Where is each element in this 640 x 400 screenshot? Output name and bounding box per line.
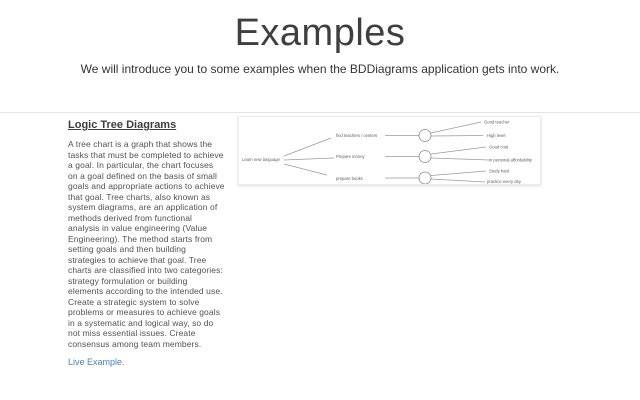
diagram-leaf-label: Study hard: [489, 168, 510, 174]
connector-line: [431, 179, 485, 182]
node-circles: [419, 130, 431, 185]
connector-line: [431, 158, 489, 160]
section-heading: Logic Tree Diagrams: [68, 119, 177, 131]
connector-line: [431, 147, 486, 154]
diagram-leaf-label: Good teacher: [484, 119, 510, 125]
diagram-leaf-label: Good cost: [489, 144, 509, 150]
connector-lines: [284, 122, 489, 182]
connector-line: [431, 171, 486, 176]
connector-line: [431, 136, 483, 137]
connector-line: [284, 164, 327, 175]
diagram-leaf-label: High level: [487, 133, 506, 138]
page-header: [0, 0, 640, 113]
diagram-leaf-label: practice every day: [487, 179, 521, 184]
section-body: A tree chart is a graph that shows the tasks that must be completed to achieve a goal. In particular, the chart focuses on a goal defined on the basis of small goals and appropriate actions to achieve that goal. Tree charts, also known as system diagrams, are an application of methods derived from functional analysis in value engineering (Value Engineering). The method starts from setting goals and then building strategies to achieve that goal. Tree charts are classified into two categories: strategy formulation or building elements according to the intended use. Create a strategic system to solve problems or measures to achieve goals in a systematic and logical way, so do not miss essential issues. Create consensus among team members.: [68, 139, 225, 349]
examples-section: [0, 113, 640, 400]
diagram-labels: [242, 120, 533, 185]
tree-diagram: [239, 117, 540, 184]
connector-line: [284, 158, 334, 160]
diagram-branch-label: Prepare money: [336, 154, 365, 159]
page-subtitle: We will introduce you to some examples when the BDDiagrams application gets into work.: [80, 62, 560, 76]
connector-line: [431, 122, 481, 133]
node-circle: [419, 172, 431, 184]
node-circle: [419, 151, 431, 163]
connector-line: [284, 138, 331, 156]
page-title: Examples: [234, 12, 406, 54]
diagram-branch-label: prepare books: [336, 176, 363, 181]
diagram-leaf-label: in personal affordability: [489, 157, 532, 163]
diagram-card: [238, 116, 541, 185]
diagram-branch-label: find teachers / centers: [336, 133, 378, 138]
diagram-root-label: Learn new language: [242, 157, 280, 162]
live-example-link[interactable]: Live Example.: [68, 357, 125, 367]
example-text-column: [68, 118, 225, 370]
node-circle: [419, 130, 431, 142]
